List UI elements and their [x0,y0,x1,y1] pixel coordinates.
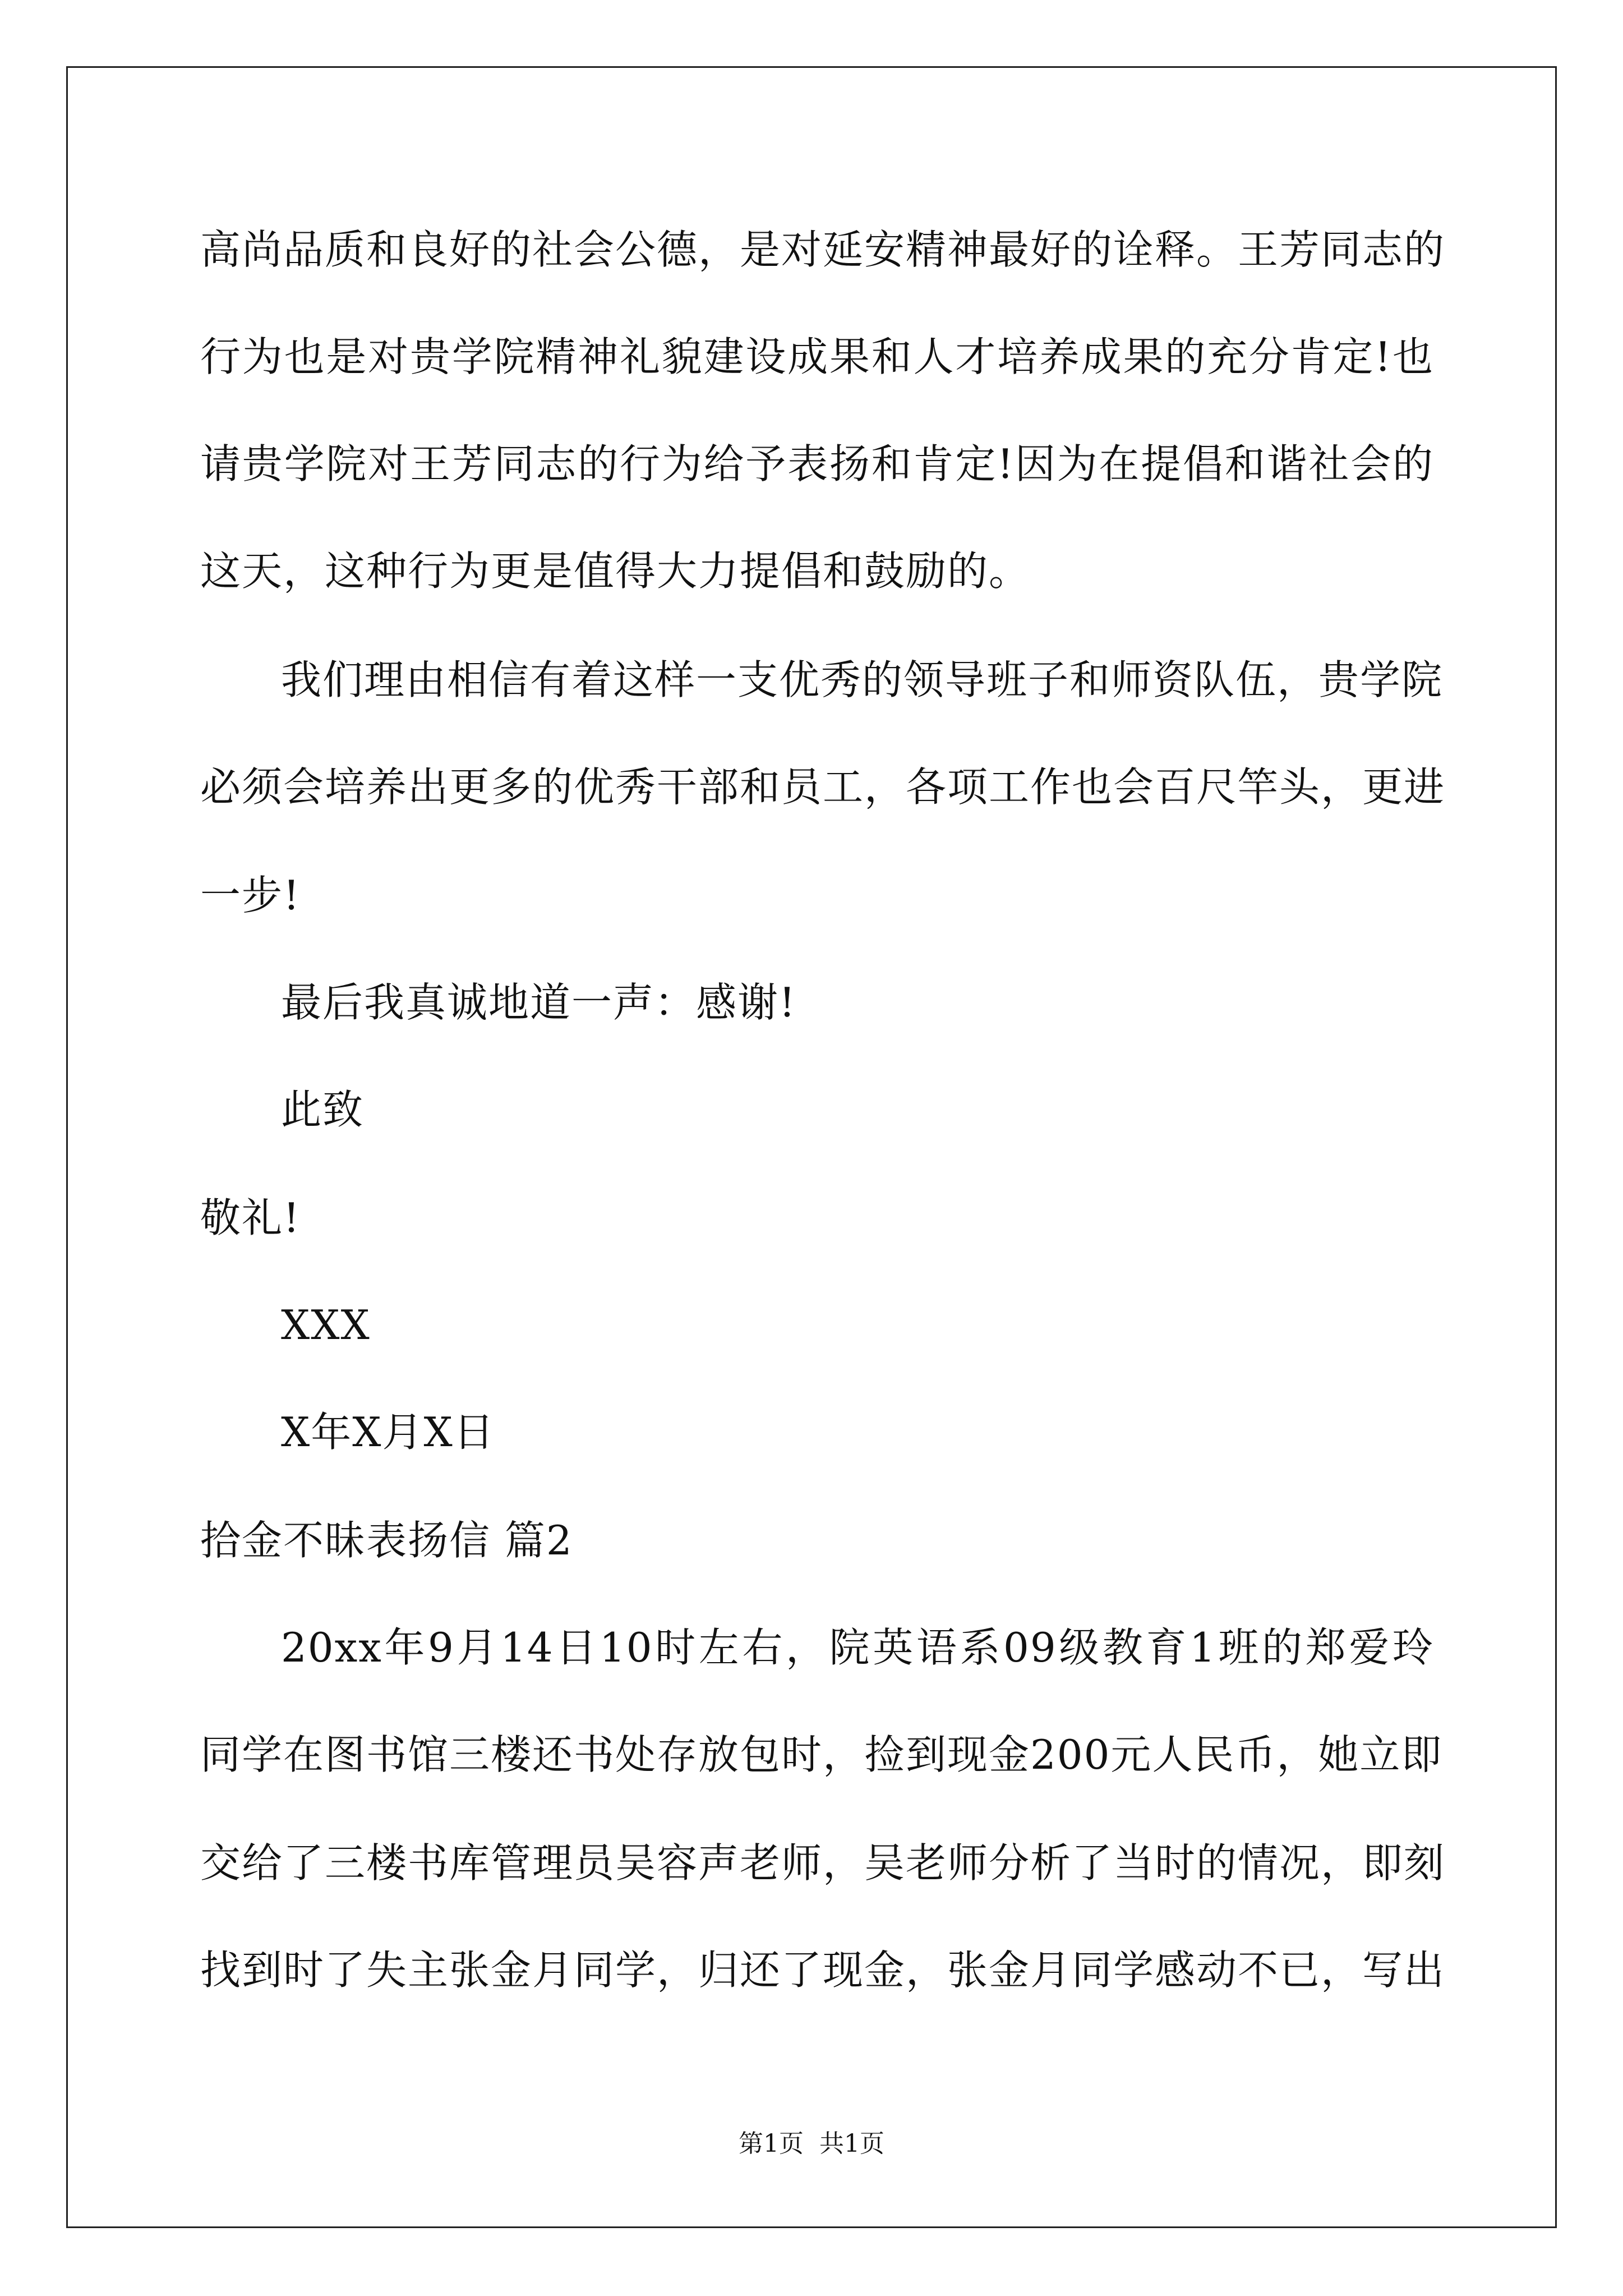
signature: XXX [281,1301,371,1349]
page-border [66,66,1557,2228]
body-line: 请贵学院对王芳同志的行为给予表扬和肯定!因为在提倡和谐社会的 [200,440,1434,487]
paragraph-start: 我们理由相信有着这样一支优秀的领导班子和师资队伍，贵学院 [281,656,1444,703]
body-line: 高尚品质和良好的社会公德，是对延安精神最好的诠释。王芳同志的 [200,226,1446,273]
date-line: X年X月X日 [281,1409,495,1456]
body-line: 找到时了失主张金月同学，归还了现金，张金月同学感动不已，写出 [200,1947,1446,1994]
paragraph-start: 20xx年9月14日10时左右，院英语系09级教育1班的郑爱玲 [281,1624,1434,1671]
body-line: 这天，这种行为更是值得大力提倡和鼓励的。 [200,547,1031,595]
body-line: 行为也是对贵学院精神礼貌建设成果和人才培养成果的充分肯定!也 [200,333,1434,380]
salutation-ci-zhi: 此致 [281,1086,365,1133]
body-line: 交给了三楼书库管理员吴容声老师，吴老师分析了当时的情况，即刻 [200,1839,1446,1887]
salutation-jing-li: 敬礼! [200,1194,301,1241]
body-line: 同学在图书馆三楼还书处存放包时，捡到现金200元人民币，她立即 [200,1731,1443,1778]
section-heading: 拾金不昧表扬信 篇2 [200,1517,573,1564]
page-footer: 第1页 共1页 [739,2129,884,2158]
body-line: 一步! [200,872,301,919]
closing-thanks: 最后我真诚地道一声：感谢! [281,979,796,1026]
body-line: 必须会培养出更多的优秀干部和员工，各项工作也会百尺竿头，更进 [200,763,1446,811]
